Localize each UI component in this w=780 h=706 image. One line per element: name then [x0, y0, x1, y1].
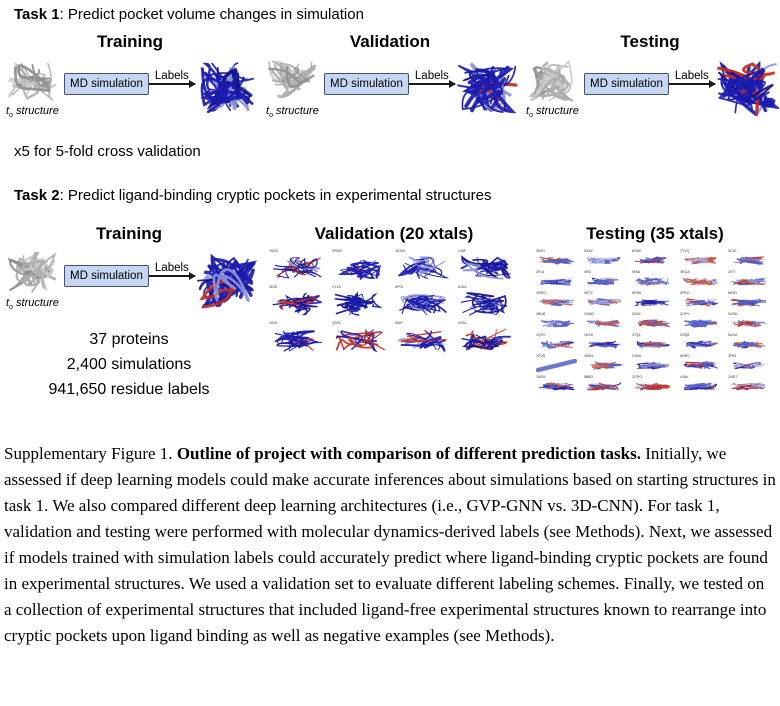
pdb-id-label: 1TVQ: [679, 249, 689, 254]
pdb-id-label: 4W51: [583, 354, 593, 359]
t0-structure-label: $t_o$ structure: [266, 105, 319, 120]
protein-structure-thumbnail: [332, 254, 394, 285]
md-pipeline: [260, 58, 520, 119]
pdb-id-label: 5NIA: [631, 270, 640, 275]
arrow-head-icon: [189, 80, 196, 88]
pdb-id-label: 5ZA4: [631, 312, 641, 317]
pdb-id-label: 1J8F: [457, 249, 466, 254]
protein-structure-thumbnail: [680, 254, 727, 270]
pdb-id-label: 6E5D: [727, 291, 737, 296]
protein-structure-thumbnail: [584, 275, 631, 291]
protein-structure-thumbnail: [680, 296, 727, 312]
protein-structure-thumbnail: [269, 254, 331, 285]
training-stats: [48, 327, 209, 402]
protein-structure-thumbnail: [728, 359, 775, 375]
protein-structure-thumbnail: [680, 275, 727, 291]
task2-validation-heading: Validation (20 xtals): [314, 224, 474, 243]
structure-cell: [584, 313, 631, 333]
protein-structure-thumbnail: [536, 296, 583, 312]
structure-cell: [395, 250, 457, 285]
protein-structure-thumbnail: [680, 317, 727, 333]
pdb-id-label: 3NX1: [535, 249, 545, 254]
pdb-id-label: 4I92: [583, 270, 591, 275]
protein-structure-thumbnail: [332, 326, 394, 357]
pdb-id-label: 1FVR: [535, 354, 545, 359]
arrow-line: [149, 83, 195, 85]
task1-title-rest: : Predict pocket volume changes in simulation: [59, 6, 364, 23]
structure-cell: [584, 376, 631, 396]
t0-structure-image: [6, 250, 60, 296]
structure-cell: [395, 286, 457, 321]
pdb-id-label: 1RRG: [535, 291, 546, 296]
labeled-structure-image: [195, 60, 259, 118]
labels-arrow: [149, 262, 195, 277]
arrow-line: [669, 83, 715, 85]
structure-cell: [536, 250, 583, 270]
cross-validation-note: x5 for 5-fold cross validation: [14, 143, 201, 160]
structure-cell: [632, 376, 679, 396]
pdb-id-label: 2PNN: [331, 249, 342, 254]
protein-structure-thumbnail: [332, 290, 394, 321]
structure-cell: [458, 286, 520, 321]
protein-structure-thumbnail: [680, 338, 727, 354]
protein-structure-thumbnail: [584, 380, 631, 396]
structure-cell: [458, 250, 520, 285]
labeled-structure-image: [195, 252, 259, 310]
pdb-id-label: 3KQA: [679, 270, 690, 275]
protein-structure-thumbnail: [536, 275, 583, 291]
protein-structure-thumbnail: [728, 317, 775, 333]
pdb-id-label: 5IAP: [394, 321, 403, 326]
protein-structure-thumbnail: [632, 359, 679, 375]
protein-structure-thumbnail: [269, 326, 331, 357]
pdb-id-label: 3P53: [727, 354, 736, 359]
stat-proteins: 37 proteins: [89, 331, 169, 349]
structure-cell: [680, 355, 727, 375]
protein-structure-thumbnail: [584, 359, 631, 375]
protein-structure-thumbnail: [536, 338, 583, 354]
pdb-id-label: 1HCL: [457, 321, 467, 326]
protein-structure-thumbnail: [536, 359, 583, 375]
protein-structure-thumbnail: [584, 317, 631, 333]
structure-cell: [584, 292, 631, 312]
arrow-line: [149, 275, 195, 277]
stat-simulations: 2,400 simulations: [66, 356, 192, 374]
labels-arrow-label: Labels: [154, 262, 189, 275]
labels-arrow: [409, 70, 455, 85]
task2-title-bold: Task 2: [14, 187, 60, 204]
structure-cell: [584, 355, 631, 375]
protein-structure-thumbnail: [584, 254, 631, 270]
protein-structure-thumbnail: [680, 359, 727, 375]
protein-structure-thumbnail: [728, 296, 775, 312]
task1-testing-heading: Testing: [620, 32, 680, 51]
testing-structures-grid: [536, 250, 775, 396]
protein-structure-thumbnail: [458, 326, 520, 357]
structure-cell: [680, 250, 727, 270]
task2-title-rest: : Predict ligand-binding cryptic pockets in experimental structures: [59, 187, 492, 204]
pdb-id-label: 6HRC: [679, 354, 690, 359]
pdb-id-label: 2YBU: [631, 354, 641, 359]
caption-body: Initially, we assessed if deep learning models could make accurate inferences about simulations based on starting structures in task 1. We also compared different deep learning architectures (i.e., GVP-GNN vs. 3D-CNN). For task 1, validation and testing were performed with molecular dynamics-derived labels (see Methods). Next, we assessed if models trained with simulation labels could accurately predict where ligand-binding cryptic pockets are found in experimental structures. We used a validation set to evaluate different labeling schemes. Finally, we tested on a collection of experimental structures that included ligand-free experimental structures known to rearrange into cryptic pockets upon ligand binding as well as negative examples (see Methods).: [4, 444, 776, 645]
structure-cell: [584, 334, 631, 354]
structure-cell: [632, 271, 679, 291]
task1-title-bold: Task 1: [14, 6, 60, 23]
structure-cell: [680, 334, 727, 354]
task2-training-column: [0, 224, 258, 402]
structure-cell: [536, 271, 583, 291]
caption-bold-title: Outline of project with comparison of different prediction tasks.: [176, 444, 641, 463]
pdb-id-label: 3CJ0: [727, 249, 736, 254]
pdb-id-label: 3UGK: [727, 312, 738, 317]
pdb-id-label: 2OFV: [679, 312, 689, 317]
labels-arrow: [669, 70, 715, 85]
task2-validation-column: [258, 224, 530, 402]
pdb-id-label: 1S2O: [268, 249, 278, 254]
structure-cell: [584, 250, 631, 270]
structure-cell: [536, 376, 583, 396]
task1-testing-column: [520, 32, 780, 119]
structure-cell: [632, 355, 679, 375]
md-simulation-box: MD simulation: [64, 73, 149, 95]
protein-structure-thumbnail: [584, 338, 631, 354]
md-pipeline: [0, 58, 260, 119]
protein-structure-thumbnail: [728, 338, 775, 354]
labels-arrow-label: Labels: [674, 70, 709, 83]
pdb-id-label: 5XA2: [583, 249, 593, 254]
pdb-id-label: 4TQL: [631, 333, 641, 338]
structure-cell: [332, 250, 394, 285]
structure-cell: [536, 313, 583, 333]
structure-cell: [632, 250, 679, 270]
protein-structure-thumbnail: [728, 275, 775, 291]
task2-row: [0, 224, 780, 402]
task2-training-heading: Training: [95, 224, 163, 243]
pdb-id-label: 1Y1A: [331, 285, 341, 290]
protein-structure-thumbnail: [680, 380, 727, 396]
arrow-head-icon: [709, 80, 716, 88]
structure-cell: [728, 376, 775, 396]
structure-cell: [536, 355, 583, 375]
structure-cell: [536, 292, 583, 312]
pdb-id-label: 2IYT: [727, 270, 736, 275]
pdb-id-label: 1EZM: [394, 249, 405, 254]
protein-structure-thumbnail: [458, 254, 520, 285]
protein-structure-thumbnail: [632, 317, 679, 333]
labels-arrow: [149, 70, 195, 85]
t0-structure-label: $t_o$ structure: [6, 297, 59, 312]
protein-structure-thumbnail: [536, 254, 583, 270]
task1-training-column: [0, 32, 260, 119]
task1-validation-heading: Validation: [349, 32, 431, 51]
pdb-id-label: 1KS9: [583, 333, 593, 338]
protein-structure-thumbnail: [536, 317, 583, 333]
task2-testing-heading: Testing (35 xtals): [586, 224, 724, 243]
pdb-id-label: 2QFO: [535, 333, 546, 338]
md-pipeline: [520, 58, 780, 119]
structure-cell: [632, 292, 679, 312]
arrow-head-icon: [189, 272, 196, 280]
labels-arrow-label: Labels: [154, 70, 189, 83]
protein-structure-thumbnail: [269, 290, 331, 321]
structure-cell: [728, 334, 775, 354]
protein-structure-thumbnail: [632, 275, 679, 291]
structure-cell: [680, 271, 727, 291]
pdb-id-label: 3KJE: [268, 285, 278, 290]
pdb-id-label: 2ZAV: [331, 321, 341, 326]
task1-title: [14, 6, 364, 23]
pdb-id-label: 2FL6: [535, 270, 544, 275]
structure-cell: [269, 250, 331, 285]
structure-cell: [332, 322, 394, 357]
validation-structures-grid: [269, 250, 520, 357]
t0-structure-image: [266, 58, 320, 104]
md-simulation-box: MD simulation: [584, 73, 669, 95]
protein-structure-thumbnail: [632, 338, 679, 354]
protein-structure-thumbnail: [395, 290, 457, 321]
md-pipeline: [0, 250, 258, 311]
structure-cell: [584, 271, 631, 291]
pdb-id-label: 8JXA: [457, 285, 467, 290]
t0-structure-image: [526, 58, 580, 104]
pdb-id-label: 1MS9: [535, 375, 545, 380]
protein-structure-thumbnail: [728, 254, 775, 270]
structure-cell: [632, 334, 679, 354]
structure-cell: [632, 313, 679, 333]
structure-cell: [395, 322, 457, 357]
protein-structure-thumbnail: [632, 296, 679, 312]
task2-testing-column: [530, 224, 780, 402]
structure-cell: [458, 322, 520, 357]
pdb-id-label: 5H9A: [631, 291, 641, 296]
pdb-id-label: 1IGD: [268, 321, 277, 326]
structure-cell: [680, 313, 727, 333]
caption-lead: Supplementary Figure 1.: [4, 444, 177, 463]
protein-structure-thumbnail: [728, 380, 775, 396]
t0-structure-label: $t_o$ structure: [6, 105, 59, 120]
stat-residue-labels: 941,650 residue labels: [48, 381, 210, 399]
structure-cell: [728, 271, 775, 291]
pdb-id-label: 2GPO: [631, 375, 642, 380]
task2-title: [14, 187, 491, 204]
task1-row: [0, 32, 780, 119]
structure-cell: [269, 322, 331, 357]
pdb-id-label: 1ND7: [727, 375, 737, 380]
structure-cell: [332, 286, 394, 321]
protein-structure-thumbnail: [536, 380, 583, 396]
protein-structure-thumbnail: [584, 296, 631, 312]
labeled-structure-image: [715, 60, 779, 118]
arrow-head-icon: [449, 80, 456, 88]
structure-cell: [536, 334, 583, 354]
t0-structure-image: [6, 58, 60, 104]
pdb-id-label: 3PEO: [679, 291, 690, 296]
pdb-id-label: 4JAV: [679, 375, 688, 380]
task1-validation-column: [260, 32, 520, 119]
md-simulation-box: MD simulation: [64, 265, 149, 287]
md-simulation-box: MD simulation: [324, 73, 409, 95]
protein-structure-thumbnail: [395, 326, 457, 357]
structure-cell: [680, 376, 727, 396]
protein-structure-thumbnail: [458, 290, 520, 321]
structure-cell: [269, 286, 331, 321]
structure-cell: [680, 292, 727, 312]
pdb-id-label: 5UXA: [727, 333, 737, 338]
pdb-id-label: 5B6D: [583, 375, 593, 380]
t0-structure-label: $t_o$ structure: [526, 105, 579, 120]
labels-arrow-label: Labels: [414, 70, 449, 83]
protein-structure-thumbnail: [632, 254, 679, 270]
structure-cell: [728, 250, 775, 270]
pdb-id-label: 4R72: [583, 291, 593, 296]
structure-cell: [728, 355, 775, 375]
figure-caption: [4, 441, 776, 649]
protein-structure-thumbnail: [632, 380, 679, 396]
labeled-structure-image: [455, 60, 519, 118]
structure-cell: [728, 313, 775, 333]
pdb-id-label: 1XMG: [583, 312, 594, 317]
pdb-id-label: 2BU8: [535, 312, 545, 317]
structure-cell: [728, 292, 775, 312]
task1-training-heading: Training: [96, 32, 164, 51]
pdb-id-label: 2HQ8: [679, 333, 689, 338]
pdb-id-label: 4POI: [394, 285, 403, 290]
protein-structure-thumbnail: [395, 254, 457, 285]
arrow-line: [409, 83, 455, 85]
pdb-id-label: 6OIM: [631, 249, 641, 254]
